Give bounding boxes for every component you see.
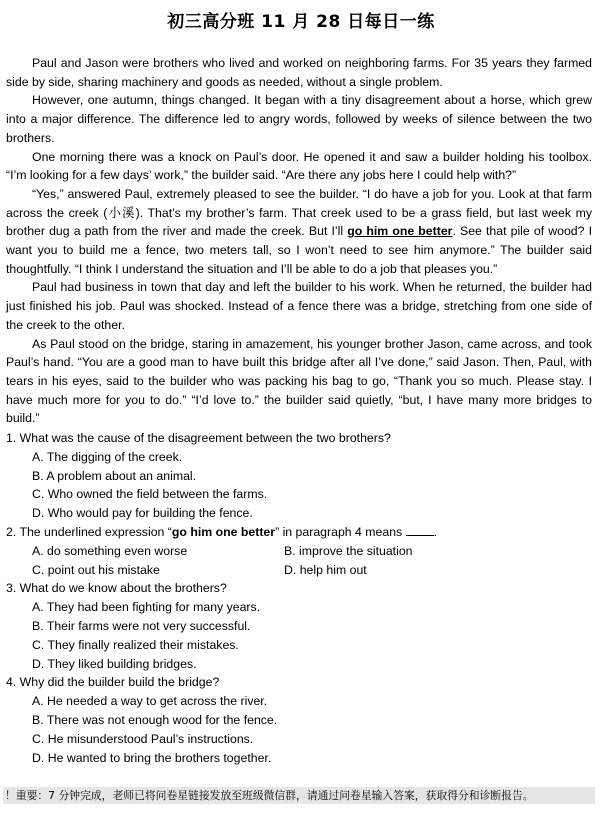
paragraph-4 — [6, 185, 592, 279]
question-2-stem — [6, 523, 592, 542]
question-list — [6, 429, 592, 767]
question-3-options — [6, 598, 592, 673]
question-2-option-d: D. help him out — [284, 562, 367, 577]
paragraph-6: As Paul stood on the bridge, staring in amazement, his younger brother Jason, came across, and took Paul’s hand. “You are a good man to have built this bridge after all I’ve done,” said Jason. Then, Paul, with tears in his eyes, said to the builder who was packing his bag to go, “Thank you so much. Please stay. I have much more for you to do.” “I’d love to.” the builder said quietly, “but, I have many more bridges to build.” — [6, 336, 592, 426]
question-1-option-b: B. A problem about an animal. — [32, 468, 197, 483]
paragraph-4-text-after: . See that pile of wood? I want you to build me a fence, two meters tall, so I won’t need to see him anymore.” The builder said thoughtfully. “I think I understand the situation and I’ll be able to do a job that pleases you.” — [6, 224, 592, 276]
reading-passage — [6, 54, 592, 428]
question-4-option-c: C. He misunderstood Paul’s instructions. — [32, 731, 254, 746]
question-3-option-c: C. They finally realized their mistakes. — [32, 637, 239, 652]
answer-blank — [406, 523, 434, 536]
question-1-option-a: A. The digging of the creek. — [32, 449, 183, 464]
question-4-option-b: B. There was not enough wood for the fence. — [32, 712, 278, 727]
question-4-option-d: D. He wanted to bring the brothers together. — [32, 750, 272, 765]
question-2-stem-bold: go him one better — [171, 524, 276, 539]
question-1-stem: 1. What was the cause of the disagreement between the two brothers? — [6, 431, 391, 445]
question-2-stem-after: ” in paragraph 4 means — [275, 524, 406, 539]
question-3-stem: 3. What do we know about the brothers? — [6, 581, 227, 596]
question-1-options — [6, 448, 592, 523]
question-4-option-a: A. He needed a way to get across the river. — [32, 694, 268, 709]
question-2-stem-before: 2. The underlined expression “ — [6, 524, 172, 539]
page-title: 初三高分班 11 月 28 日每日一练 — [167, 12, 435, 32]
question-3-option-a: A. They had been fighting for many years. — [32, 600, 261, 615]
question-4-stem: 4. Why did the builder build the bridge? — [6, 675, 220, 690]
question-3-option-b: B. Their farms were not very successful. — [32, 618, 251, 633]
paragraph-4-text-before: “Yes,” answered Paul, extremely pleased to see the builder. “I do have a job for you. Look at that farm across the creek (小溪). That’s my brother’s farm. That creek used to be a grass field, but last week my brother dug a path from the river and made the creek. But I’ll — [6, 186, 592, 239]
paragraph-3: One morning there was a knock on Paul’s door. He opened it and saw a builder holding his toolbox. “I’m looking for a few days’ work,” the builder said. “Are there any jobs here I could help with?” — [6, 149, 592, 183]
question-2-options — [6, 542, 592, 580]
question-4-options — [6, 692, 592, 767]
paragraph-2: However, one autumn, things changed. It began with a tiny disagreement about a horse, which grew into a major difference. The difference led to angry words, followed by weeks of silence between the two brothers. — [6, 93, 592, 145]
question-3-option-d: D. They liked building bridges. — [32, 656, 197, 671]
underlined-expression: go him one better — [347, 224, 453, 239]
question-1-option-c: C. Who owned the field between the farms. — [32, 487, 268, 502]
paragraph-5: Paul had business in town that day and left the builder to his work. When he returned, the builder had just finished his job. Paul was shocked. Instead of a fence there was a bridge, stretching from one side of the creek to the other. — [6, 280, 592, 332]
question-2-option-a: A. do something even worse — [32, 543, 188, 558]
important-notice: ！重要：7 分钟完成，老师已将问卷星链接发放至班级微信群，请通过问卷星输入答案，获取得分和诊断报告。 — [3, 787, 595, 804]
question-2-option-c: C. point out his mistake — [32, 562, 160, 577]
paragraph-1: Paul and Jason were brothers who lived and worked on neighboring farms. For 35 years they farmed side by side, sharing machinery and goods as needed, without a single problem. — [6, 56, 592, 89]
question-1-option-d: D. Who would pay for building the fence. — [32, 506, 253, 521]
question-2-stem-end: . — [433, 524, 438, 539]
question-2-option-b: B. improve the situation — [284, 543, 413, 558]
